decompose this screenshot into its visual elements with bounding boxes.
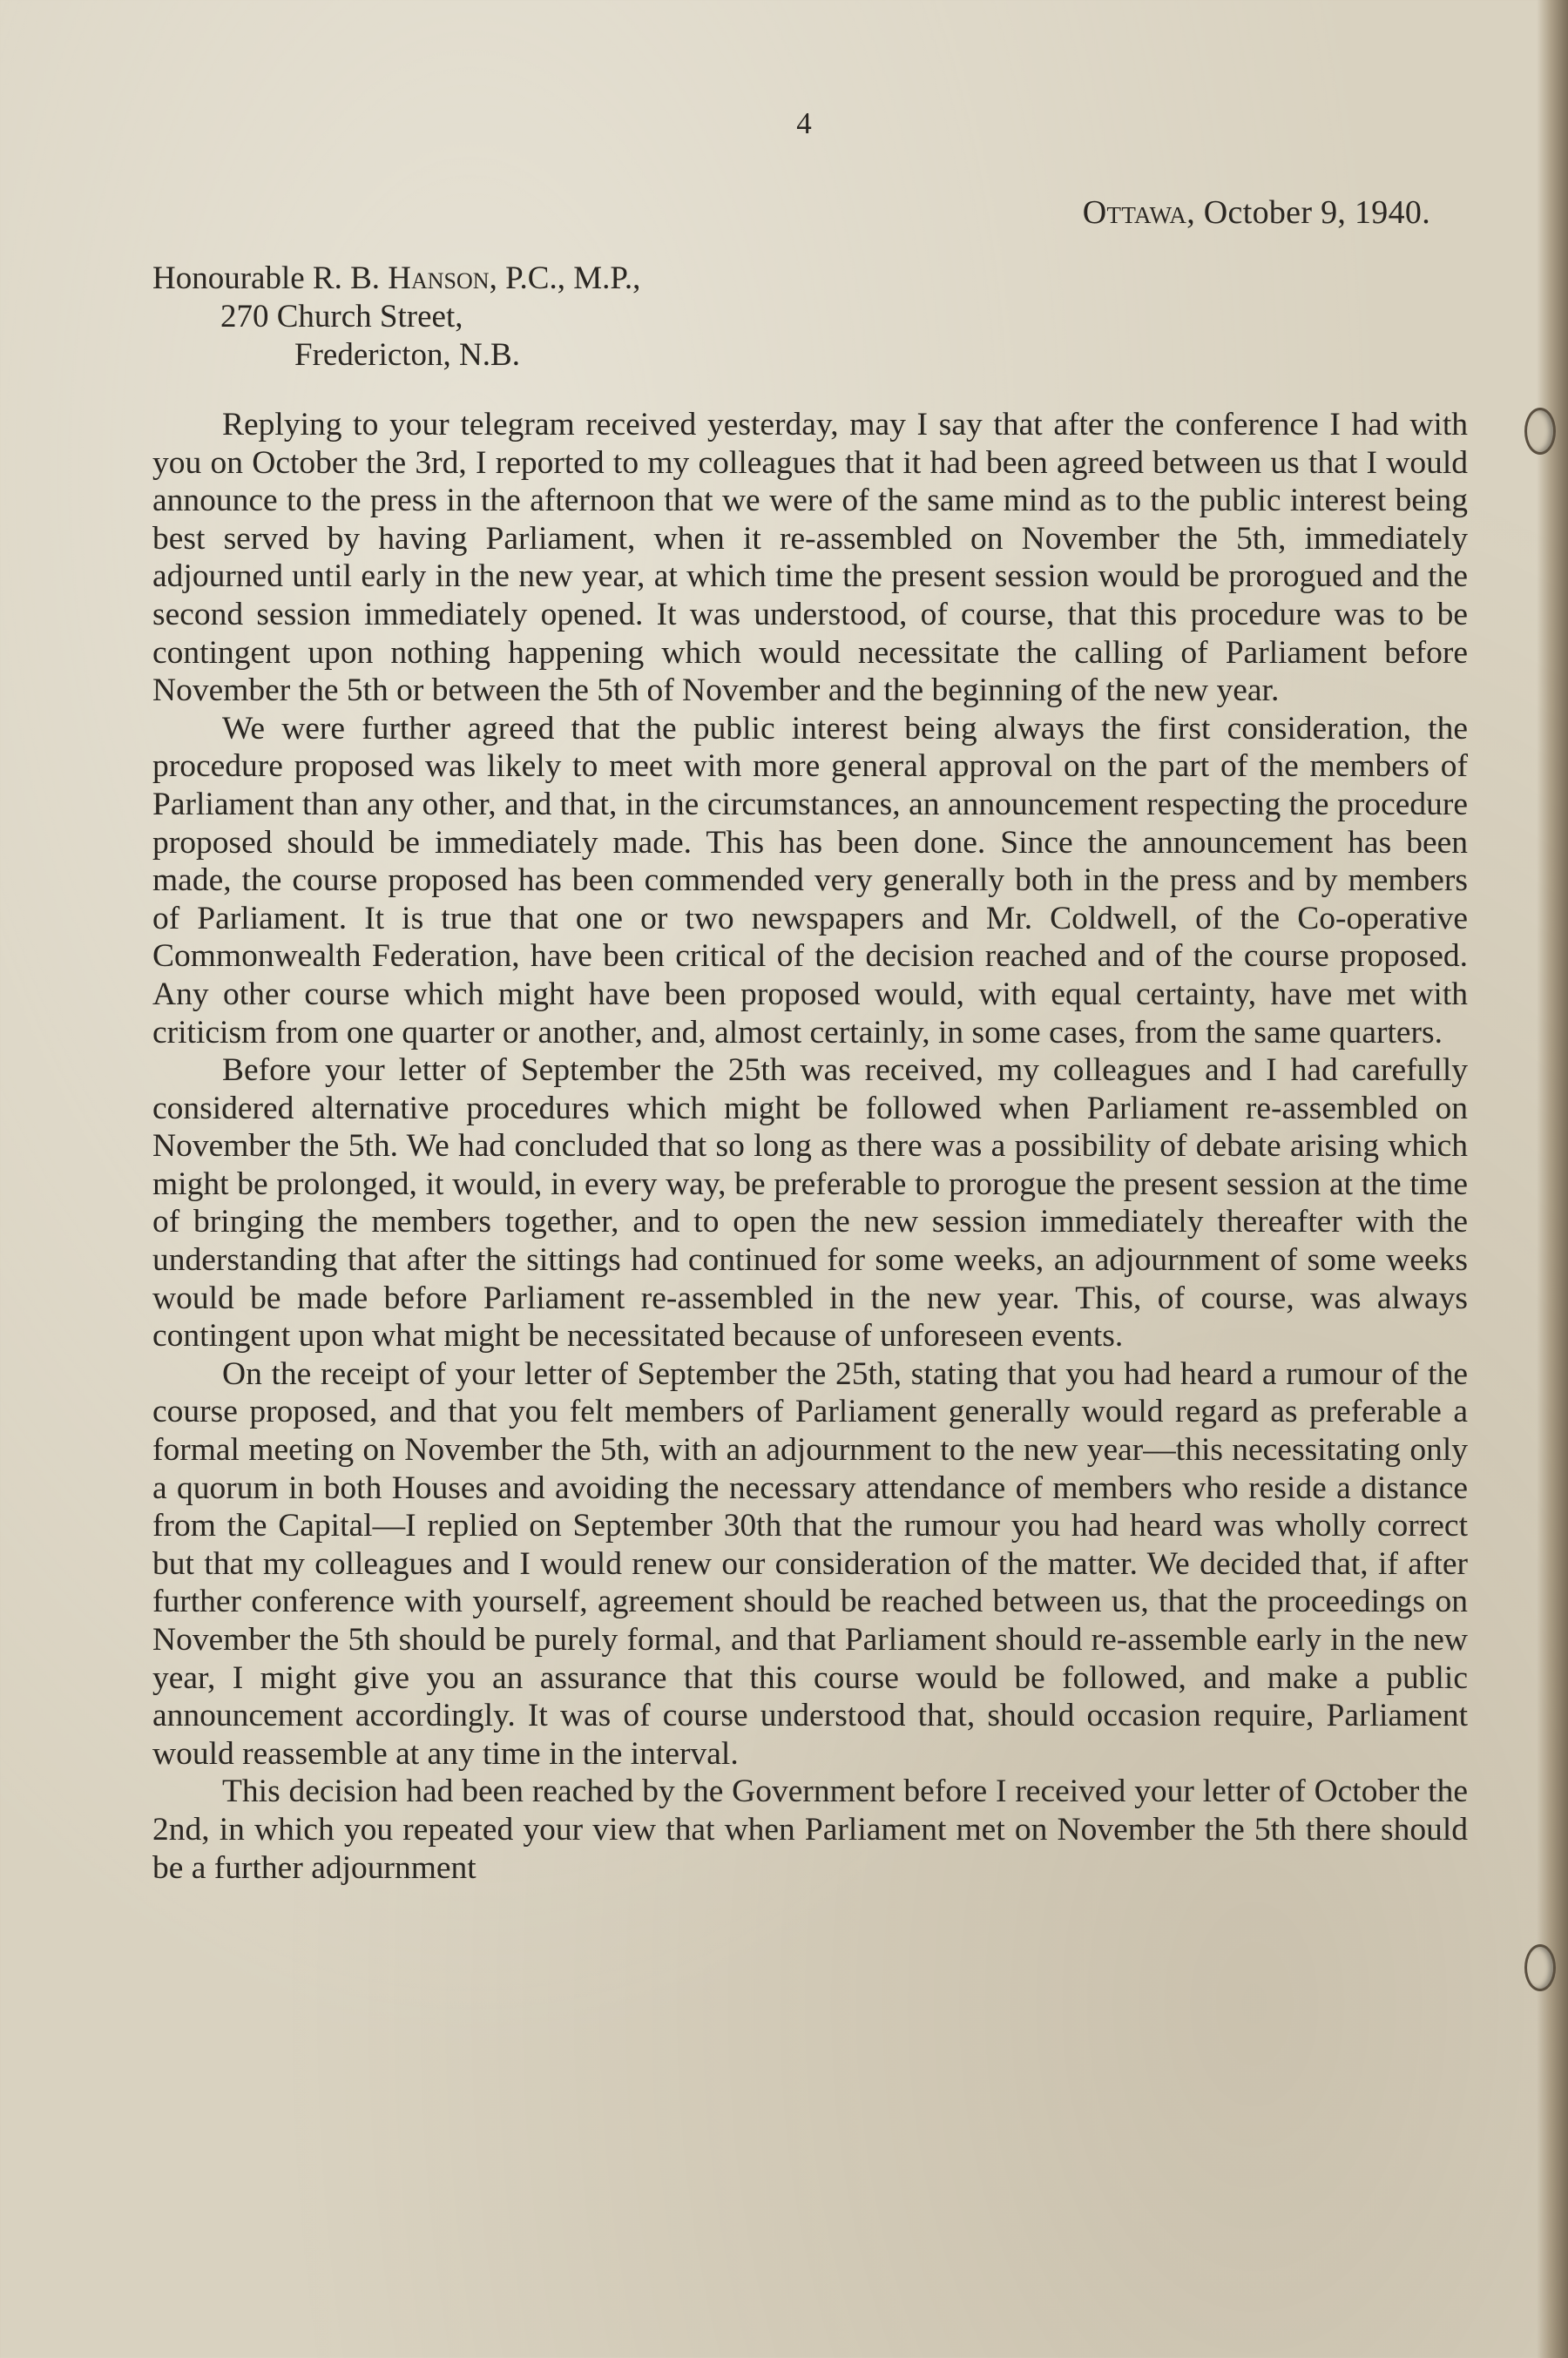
dateline [1083, 193, 1430, 232]
paragraph-4: On the receipt of your letter of September the 25th, stating that you had heard a rumour of the course proposed, and that you felt members of Parliament generally would regard as preferable a formal meeting on November the 5th, with an adjournment to the new year—this necessitating only a quorum in both Houses and avoiding the necessary attendance of members who reside a distance from the Capital—I replied on September 30th that the rumour you had heard was wholly correct but that my colleagues and I would renew our consideration of the matter. We decided that, if after further conference with yourself, agreement should be reached between us, that the proceedings on November the 5th should be purely formal, and that Parliament should re-assemble early in the new year, I might give you an assurance that this course would be followed, and make a public announcement accordingly. It was of course understood that, should occasion require, Parliament would reassemble at any time in the interval. [152, 1355, 1468, 1772]
address-line-1 [152, 260, 640, 298]
dateline-date: , October 9, 1940. [1186, 194, 1430, 231]
page-number: 4 [796, 106, 812, 140]
paragraph-5: This decision had been reached by the Government before I received your letter of October the 2nd, in which you repeated your view that when Parliament met on November the 5th there should be a further adjournment [152, 1774, 1468, 1886]
address-surname: Hanson [388, 260, 490, 296]
binder-hole-top [1524, 408, 1556, 455]
letter-body [152, 406, 1468, 1887]
binder-hole-bottom [1524, 1944, 1556, 1991]
address-honorific: Honourable R. B. [152, 260, 389, 296]
address-credentials: , P.C., M.P., [489, 260, 641, 296]
dateline-city: Ottawa [1082, 194, 1187, 231]
page-edge-shadow [1537, 0, 1568, 2358]
paragraph-2: We were further agreed that the public interest being always the first consideration, the procedure proposed was likely to meet with more general approval on the part of the members of Parliament than any other, and that, in the circumstances, an announcement respecting the procedure proposed should be immediately made. This has been done. Since the announcement has been made, the course proposed has been commended very generally both in the press and by members of Parliament. It is true that one or two newspapers and Mr. Coldwell, of the Co-operative Commonwealth Federation, have been critical of the decision reached and of the course proposed. Any other course which might have been proposed would, with equal certainty, have met with criticism from one quarter or another, and, almost certainly, in some cases, from the same quarters. [152, 710, 1468, 1051]
address-line-3: Fredericton, N.B. [294, 337, 520, 373]
recipient-address [152, 260, 640, 375]
paragraph-1: Replying to your telegram received yesterday, may I say that after the conference I had with you on October the 3rd, I reported to my colleagues that it had been agreed between us that I would announce to the press in the afternoon that we were of the same mind as to the public interest being best served by having Parliament, when it re-assembled on November the 5th, immediately adjourned until early in the new year, at which time the present session would be prorogued and the second session immediately opened. It was understood, of course, that this procedure was to be contingent upon nothing happening which would necessitate the calling of Parliament before November the 5th or between the 5th of November and the beginning of the new year. [152, 407, 1468, 709]
paragraph-3: Before your letter of September the 25th was received, my colleagues and I had carefully considered alternative procedures which might be followed when Parliament re-assembled on November the 5th. We had concluded that so long as there was a possibility of debate arising which might be prolonged, it would, in every way, be preferable to prorogue the present session at the time of bringing the members together, and to open the new session immediately thereafter with the understanding that after the sittings had continued for some weeks, an adjournment of some weeks would be made before Parliament re-assembled in the new year. This, of course, was always contingent upon what might be necessitated because of unforeseen events. [152, 1052, 1468, 1355]
address-line-2: 270 Church Street, [220, 299, 463, 334]
